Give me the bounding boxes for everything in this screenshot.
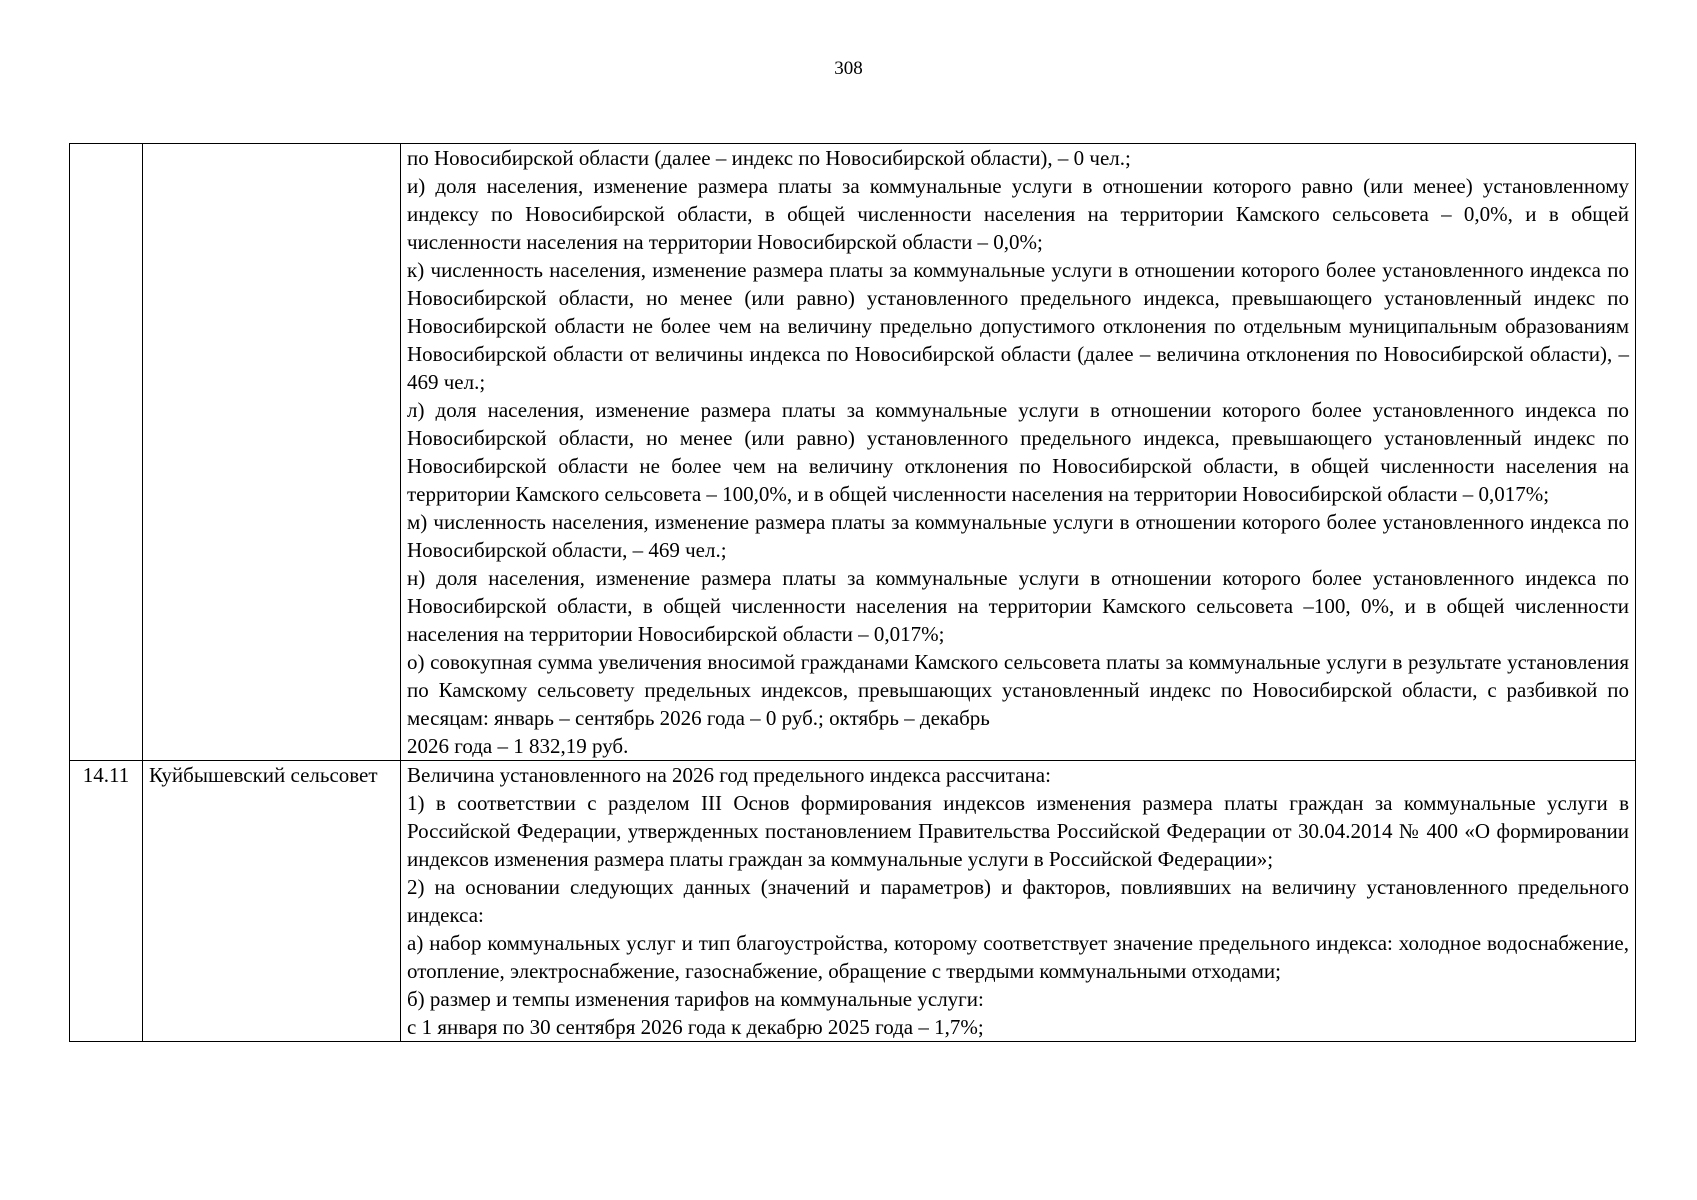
municipality-name-cell: Куйбышевский сельсовет: [143, 761, 401, 1042]
paragraph: к) численность населения, изменение размера платы за коммунальные услуги в отношении которого более установленного индекса по Новосибирской области, но менее (или равно) установленного предельного индекса, превышающего установленный индекс по Новосибирской области не более чем на величину предельно допустимого отклонения по отдельным муниципальным образованиям Новосибирской области от величины индекса по Новосибирской области (далее – величина отклонения по Новосибирской области), – 469 чел.;: [407, 258, 1629, 394]
paragraph: 2026 года – 1 832,19 руб.: [407, 734, 629, 758]
paragraph: Величина установленного на 2026 год предельного индекса рассчитана:: [407, 763, 1051, 787]
paragraph: о) совокупная сумма увеличения вносимой гражданами Камского сельсовета платы за коммунальные услуги в результате установления по Камскому сельсовету предельных индексов, превышающих установленный индекс по Новосибирской области, с разбивкой по месяцам: январь – сентябрь 2026 года – 0 руб.; октябрь – декабрь: [407, 650, 1629, 730]
municipality-name-cell: [143, 144, 401, 761]
paragraph: и) доля населения, изменение размера платы за коммунальные услуги в отношении которого равно (или менее) установленному индексу по Новосибирской области, в общей численности населения на территории Камского сельсовета – 0,0%, и в общей численности населения на территории Новосибирской области – 0,0%;: [407, 174, 1629, 254]
page-number: 308: [834, 58, 863, 79]
paragraph: л) доля населения, изменение размера платы за коммунальные услуги в отношении которого более установленного индекса по Новосибирской области, но менее (или равно) установленного предельного индекса, превышающего установленный индекс по Новосибирской области не более чем на величину отклонения по Новосибирской области, в общей численности населения на территории Камского сельсовета – 100,0%, и в общей численности населения на территории Новосибирской области – 0,017%;: [407, 398, 1629, 506]
description-cell: [401, 761, 1636, 1042]
document-table: [69, 143, 1636, 1042]
paragraph: 2) на основании следующих данных (значений и параметров) и факторов, повлиявших на величину установленного предельного индекса:: [407, 875, 1629, 927]
paragraph: 1) в соответствии с разделом III Основ формирования индексов изменения размера платы граждан за коммунальные услуги в Российской Федерации, утвержденных постановлением Правительства Российской Федерации от 30.04.2014 № 400 «О формировании индексов изменения размера платы граждан за коммунальные услуги в Российской Федерации»;: [407, 791, 1629, 871]
paragraph: с 1 января по 30 сентября 2026 года к декабрю 2025 года – 1,7%;: [407, 1015, 984, 1039]
paragraph: м) численность населения, изменение размера платы за коммунальные услуги в отношении которого более установленного индекса по Новосибирской области, – 469 чел.;: [407, 510, 1629, 562]
paragraph: б) размер и темпы изменения тарифов на коммунальные услуги:: [407, 987, 984, 1011]
paragraph: а) набор коммунальных услуг и тип благоустройства, которому соответствует значение предельного индекса: холодное водоснабжение, отопление, электроснабжение, газоснабжение, обращение с твердыми коммунальными отходами;: [407, 931, 1629, 983]
row-number-cell: [70, 144, 143, 761]
description-cell: [401, 144, 1636, 761]
row-number-cell: 14.11: [70, 761, 143, 1042]
paragraph: н) доля населения, изменение размера платы за коммунальные услуги в отношении которого более установленного индекса по Новосибирской области, в общей численности населения на территории Камского сельсовета –100, 0%, и в общей численности населения на территории Новосибирской области – 0,017%;: [407, 566, 1629, 646]
paragraph: по Новосибирской области (далее – индекс по Новосибирской области), – 0 чел.;: [407, 146, 1131, 170]
table-row: [70, 144, 1636, 761]
table-row: [70, 761, 1636, 1042]
